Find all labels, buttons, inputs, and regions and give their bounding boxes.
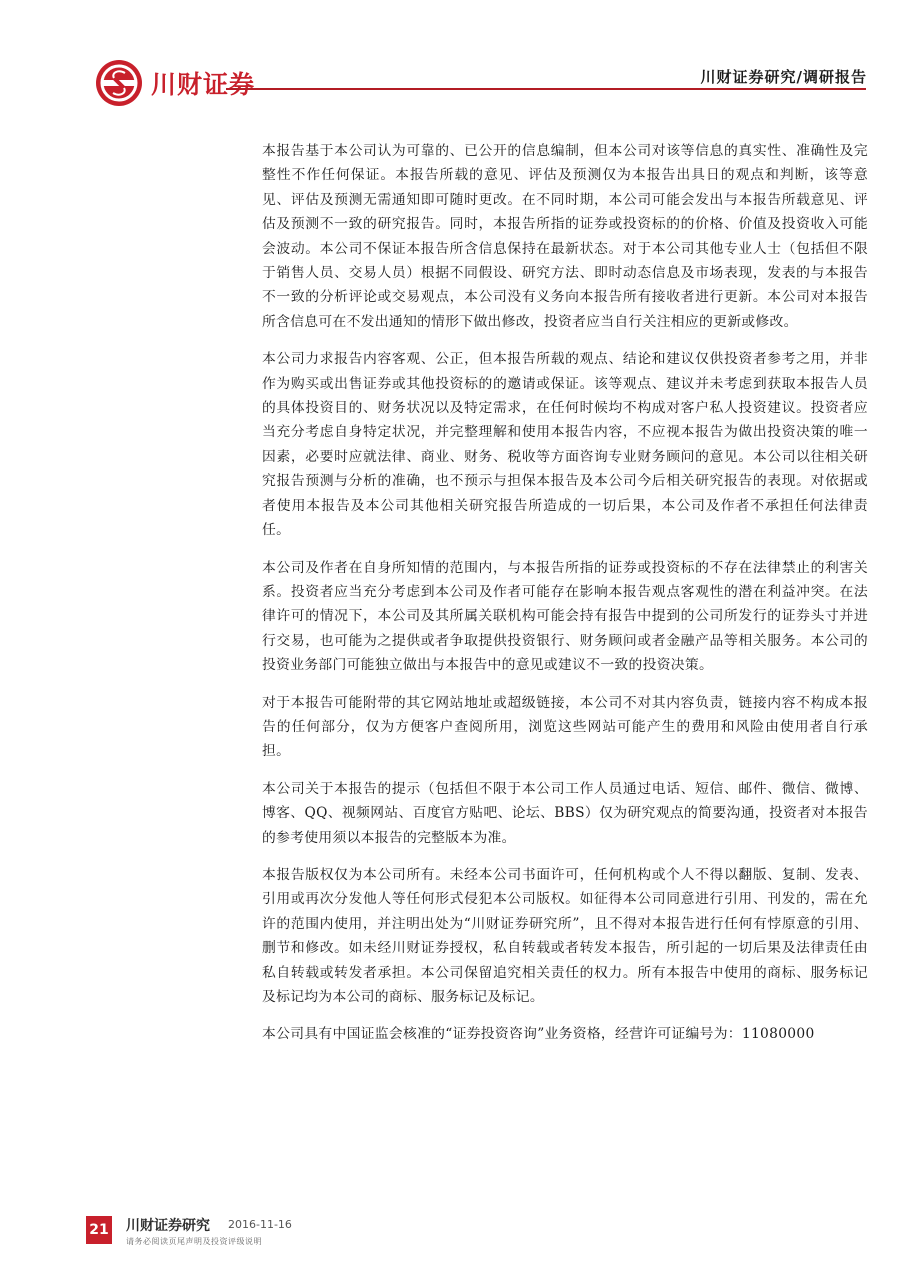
document-type: 川财证券研究/调研报告 bbox=[700, 68, 867, 86]
footer-note: 请务必阅读页尾声明及投资评级说明 bbox=[126, 1237, 262, 1246]
logo-mark-icon bbox=[96, 60, 142, 106]
footer-date: 2016-11-16 bbox=[228, 1218, 292, 1231]
disclaimer-paragraph: 本公司关于本报告的提示（包括但不限于本公司工作人员通过电话、短信、邮件、微信、微博、博客、QQ、视频网站、百度官方贴吧、论坛、BBS）仅为研究观点的简要沟通，投资者对本报告的参考使用须以本报告的完整版本为准。 bbox=[262, 780, 868, 846]
disclaimer-paragraph: 本公司力求报告内容客观、公正，但本报告所载的观点、结论和建议仅供投资者参考之用，并非作为购买或出售证券或其他投资标的的邀请或保证。该等观点、建议并未考虑到获取本报告人员的具体投资目的、财务状况以及特定需求，在任何时候均不构成对客户私人投资建议。投资者应当充分考虑自身特定状况，并完整理解和使用本报告内容，不应视本报告为做出投资决策的唯一因素，必要时应就法律、商业、财务、税收等方面咨询专业财务顾问的意见。本公司以往相关研究报告预测与分析的准确，也不预示与担保本报告及本公司今后相关研究报告的表现。对依据或者使用本报告及本公司其他相关研究报告所造成的一切后果，本公司及作者不承担任何法律责任。 bbox=[262, 351, 868, 539]
page-header bbox=[0, 0, 909, 110]
disclaimer-paragraph: 对于本报告可能附带的其它网站地址或超级链接，本公司不对其内容负责，链接内容不构成本报告的任何部分，仅为方便客户查阅所用，浏览这些网站可能产生的费用和风险由使用者自行承担。 bbox=[262, 694, 868, 760]
page-number: 21 bbox=[86, 1216, 112, 1244]
footer-brand: 川财证券研究 bbox=[126, 1218, 210, 1234]
header-divider bbox=[226, 88, 866, 90]
disclaimer-paragraph: 本报告版权仅为本公司所有。未经本公司书面许可，任何机构或个人不得以翻版、复制、发表、引用或再次分发他人等任何形式侵犯本公司版权。如征得本公司同意进行引用、刊发的，需在允许的范围内使用，并注明出处为“川财证券研究所”，且不得对本报告进行任何有悖原意的引用、删节和修改。如未经川财证券授权，私自转载或者转发本报告，所引起的一切后果及法律责任由私自转载或转发者承担。本公司保留追究相关责任的权力。所有本报告中使用的商标、服务标记及标记均为本公司的商标、服务标记及标记。 bbox=[262, 866, 868, 1005]
disclaimer-paragraph: 本报告基于本公司认为可靠的、已公开的信息编制，但本公司对该等信息的真实性、准确性及完整性不作任何保证。本报告所载的意见、评估及预测仅为本报告出具日的观点和判断，该等意见、评估及预测无需通知即可随时更改。在不同时期，本公司可能会发出与本报告所载意见、评估及预测不一致的研究报告。同时，本报告所指的证券或投资标的的价格、价值及投资收入可能会波动。本公司不保证本报告所含信息保持在最新状态。对于本公司其他专业人士（包括但不限于销售人员、交易人员）根据不同假设、研究方法、即时动态信息及市场表现，发表的与本报告不一致的分析评论或交易观点，本公司没有义务向本报告所有接收者进行更新。本公司对本报告所含信息可在不发出通知的情形下做出修改，投资者应当自行关注相应的更新或修改。 bbox=[262, 143, 868, 330]
company-logo bbox=[96, 60, 255, 106]
disclaimer-paragraph: 本公司及作者在自身所知情的范围内，与本报告所指的证券或投资标的不存在法律禁止的利害关系。投资者应当充分考虑到本公司及作者可能存在影响本报告观点客观性的潜在利益冲突。在法律许可的情况下，本公司及其所属关联机构可能会持有报告中提到的公司所发行的证券头寸并进行交易，也可能为之提供或者争取提供投资银行、财务顾问或者金融产品等相关服务。本公司的投资业务部门可能独立做出与本报告中的意见或建议不一致的投资决策。 bbox=[262, 559, 868, 674]
disclaimer-body bbox=[262, 139, 868, 1060]
logo-text: 川财证券 bbox=[151, 70, 256, 99]
license-paragraph: 本公司具有中国证监会核准的“证券投资咨询”业务资格，经营许可证编号为：11080000 bbox=[262, 1026, 815, 1043]
